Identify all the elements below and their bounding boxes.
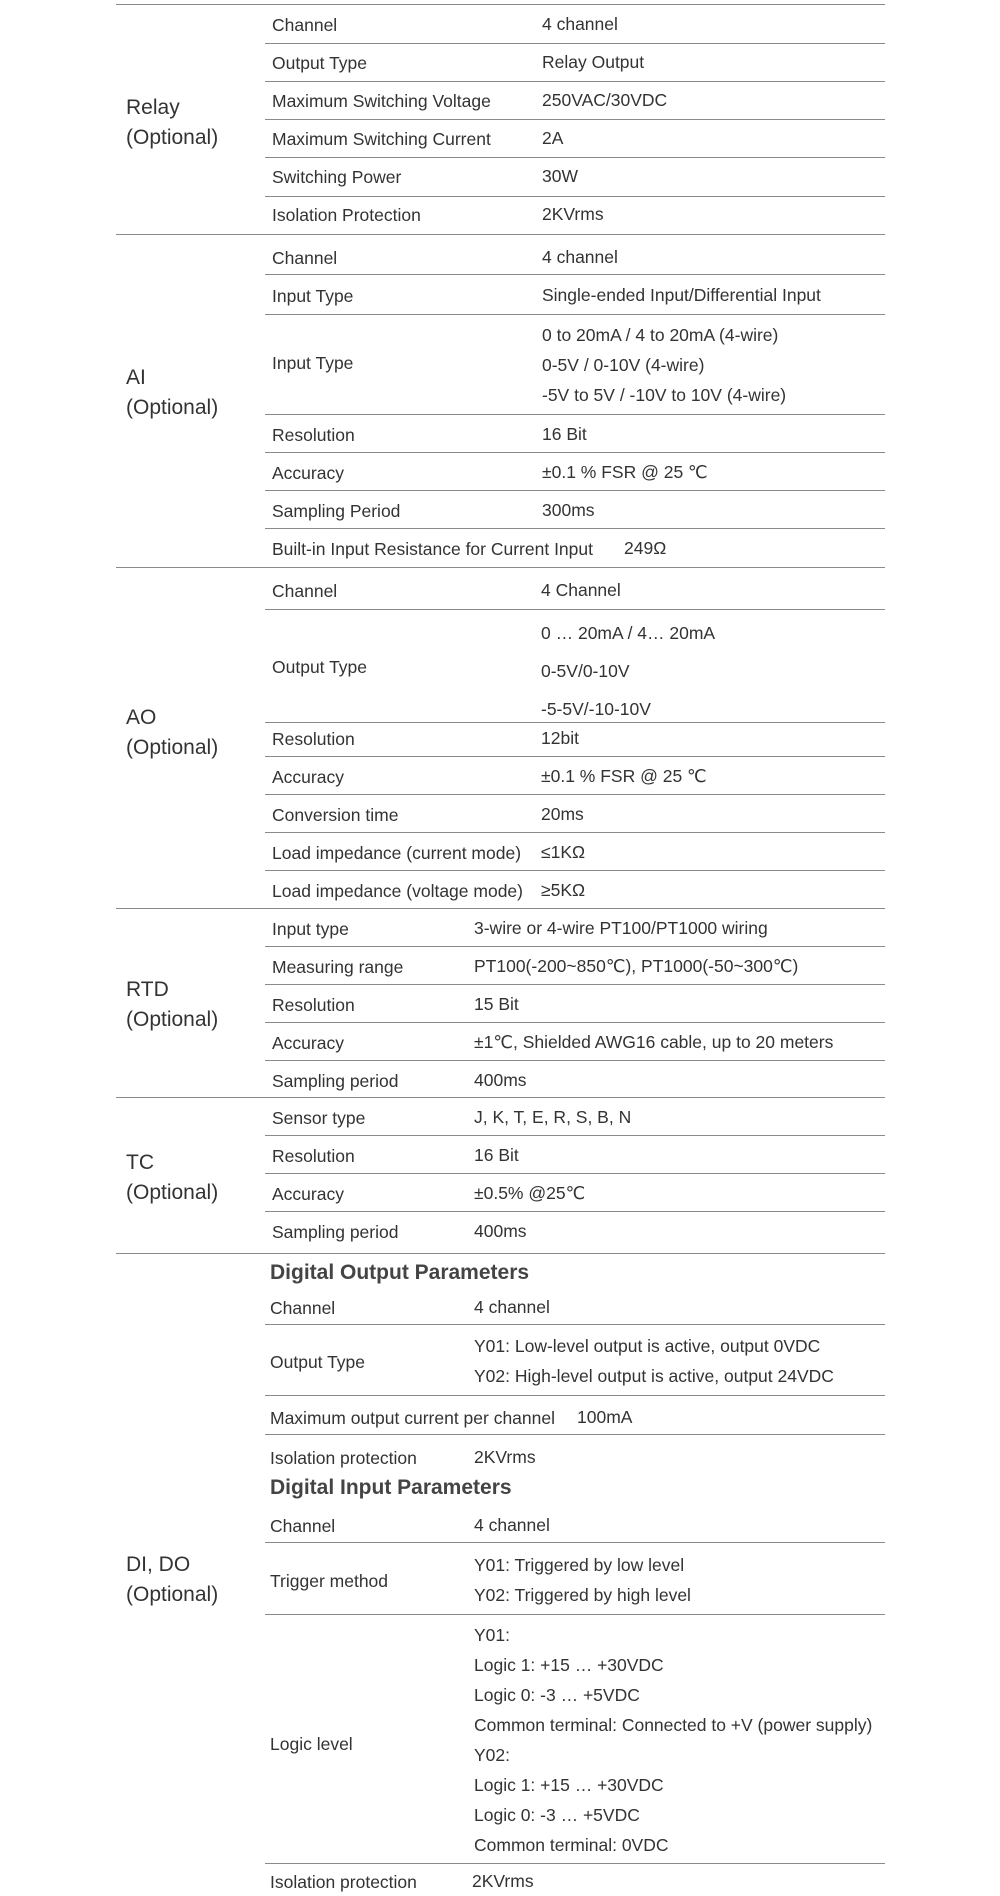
spec-label: Channel <box>272 248 338 268</box>
spec-value-line: ±1℃, Shielded AWG16 cable, up to 20 meters <box>474 1032 834 1052</box>
spec-label: Input Type <box>272 353 354 373</box>
spec-value-line: 16 Bit <box>474 1145 519 1165</box>
spec-value-line: 250VAC/30VDC <box>542 90 668 110</box>
spec-value <box>474 1442 536 1472</box>
spec-value-line: -5-5V/-10-10V <box>541 699 651 719</box>
row-divider <box>116 1097 885 1098</box>
spec-label: Logic level <box>270 1734 353 1754</box>
spec-value-line: 400ms <box>474 1221 527 1241</box>
spec-label: Load impedance (voltage mode) <box>272 881 523 901</box>
spec-value <box>474 1140 519 1170</box>
spec-label: Switching Power <box>272 167 402 187</box>
spec-label: Accuracy <box>272 1184 344 1204</box>
spec-value-line: 2KVrms <box>472 1871 534 1891</box>
row-divider <box>265 609 885 610</box>
spec-label: Built-in Input Resistance for Current Input <box>272 539 593 559</box>
spec-value-line: J, K, T, E, R, S, B, N <box>474 1107 632 1127</box>
spec-value <box>541 723 579 753</box>
spec-value <box>474 1027 833 1057</box>
row-divider <box>116 908 885 909</box>
group-label-line: (Optional) <box>126 396 219 419</box>
row-divider <box>265 756 885 757</box>
group-label-line: (Optional) <box>126 1583 219 1606</box>
spec-value-line: 2A <box>542 128 564 148</box>
spec-label: Resolution <box>272 1146 355 1166</box>
spec-value-line: 0 … 20mA / 4… 20mA <box>541 623 716 643</box>
row-divider <box>265 794 885 795</box>
spec-value <box>542 199 604 229</box>
group-label <box>126 1148 218 1208</box>
spec-value <box>474 1292 550 1322</box>
spec-value-line: Logic 1: +15 … +30VDC <box>474 1655 664 1675</box>
spec-label: Isolation Protection <box>272 205 421 225</box>
spec-value <box>542 320 786 410</box>
spec-value-line: 12bit <box>541 728 579 748</box>
spec-label: Accuracy <box>272 1033 344 1053</box>
spec-value <box>541 614 715 728</box>
spec-value <box>474 1550 691 1610</box>
spec-label: Sensor type <box>272 1108 366 1128</box>
group-label <box>126 975 218 1035</box>
group-label-line: (Optional) <box>126 1008 219 1031</box>
spec-value <box>542 419 587 449</box>
row-divider <box>265 157 885 158</box>
section-title: Digital Input Parameters <box>270 1476 512 1499</box>
spec-value-line: 300ms <box>542 500 595 520</box>
spec-value-line: 4 channel <box>542 247 618 267</box>
spec-label: Conversion time <box>272 805 399 825</box>
spec-value <box>472 1866 534 1896</box>
spec-label: Output Type <box>272 657 368 677</box>
row-divider <box>265 1211 885 1212</box>
spec-value-line: Y01: <box>474 1625 510 1645</box>
spec-value <box>542 280 821 310</box>
spec-value <box>542 85 667 115</box>
spec-label: Resolution <box>272 729 355 749</box>
spec-label: Trigger method <box>270 1571 389 1591</box>
spec-value-line: 0-5V / 0-10V (4-wire) <box>542 355 705 375</box>
group-label <box>126 1550 218 1610</box>
spec-value <box>542 47 644 77</box>
spec-label: Maximum output current per channel <box>270 1408 555 1428</box>
spec-value-line: Y02: High-level output is active, output 24VDC <box>474 1366 834 1386</box>
row-divider <box>265 414 885 415</box>
spec-value <box>474 913 768 943</box>
group-label-line: Relay <box>126 96 180 119</box>
spec-value-line: 400ms <box>474 1070 527 1090</box>
spec-value-line: Logic 0: -3 … +5VDC <box>474 1805 640 1825</box>
row-divider <box>265 1395 885 1396</box>
spec-label: Output Type <box>272 53 368 73</box>
row-divider <box>265 1614 885 1615</box>
row-divider <box>265 832 885 833</box>
spec-value <box>541 799 584 829</box>
spec-value-line: 4 channel <box>542 14 618 34</box>
group-label-line: DI, DO <box>126 1553 191 1576</box>
spec-label: Isolation protection <box>270 1872 417 1892</box>
spec-label: Input type <box>272 919 349 939</box>
spec-label: Accuracy <box>272 463 344 483</box>
spec-value-line: Y02: Triggered by high level <box>474 1585 691 1605</box>
spec-value <box>577 1402 632 1432</box>
spec-value-line: PT100(-200~850℃), PT1000(-50~300℃) <box>474 956 799 976</box>
spec-value <box>474 989 519 1019</box>
spec-value-line: Common terminal: 0VDC <box>474 1835 669 1855</box>
spec-label: Input Type <box>272 286 354 306</box>
row-divider <box>265 870 885 871</box>
spec-value-line: Y01: Low-level output is active, output 0VDC <box>474 1336 821 1356</box>
group-label-line: (Optional) <box>126 126 219 149</box>
spec-label: Sampling period <box>272 1071 399 1091</box>
spec-value-line: ±0.5% @25℃ <box>474 1183 586 1203</box>
spec-value <box>541 761 707 791</box>
spec-value <box>474 1178 585 1208</box>
spec-value-line: Logic 0: -3 … +5VDC <box>474 1685 640 1705</box>
row-divider <box>265 274 885 275</box>
spec-value-line: Y02: <box>474 1745 510 1765</box>
group-label <box>126 703 218 763</box>
spec-label: Maximum Switching Current <box>272 129 491 149</box>
spec-label: Resolution <box>272 425 355 445</box>
spec-value-line: 2KVrms <box>474 1447 536 1467</box>
spec-label: Channel <box>272 15 338 35</box>
spec-value-line: 16 Bit <box>542 424 587 444</box>
section-title: Digital Output Parameters <box>270 1261 530 1284</box>
row-divider <box>265 1135 885 1136</box>
spec-value <box>624 533 666 563</box>
spec-value-line: 30W <box>542 166 578 186</box>
spec-value-line: Logic 1: +15 … +30VDC <box>474 1775 664 1795</box>
spec-value <box>542 242 618 272</box>
spec-value-line: 249Ω <box>624 538 667 558</box>
row-divider <box>265 1324 885 1325</box>
spec-value-line: 0 to 20mA / 4 to 20mA (4-wire) <box>542 325 779 345</box>
row-divider <box>265 528 885 529</box>
spec-value <box>542 9 618 39</box>
group-label <box>126 363 218 423</box>
spec-label: Maximum Switching Voltage <box>272 91 491 111</box>
spec-value <box>541 875 585 905</box>
spec-value-line: Relay Output <box>542 52 645 72</box>
spec-value-line: 15 Bit <box>474 994 519 1014</box>
row-divider <box>265 314 885 315</box>
group-label <box>126 93 218 153</box>
row-divider <box>265 1060 885 1061</box>
row-divider <box>116 567 885 568</box>
row-divider <box>265 119 885 120</box>
row-divider <box>265 1173 885 1174</box>
spec-value <box>542 123 563 153</box>
spec-label: Load impedance (current mode) <box>272 843 522 863</box>
spec-value-line: ≥5KΩ <box>541 880 586 900</box>
spec-label: Output Type <box>270 1352 366 1372</box>
spec-label: Accuracy <box>272 767 344 787</box>
spec-value-line: ±0.1 % FSR @ 25 ℃ <box>542 462 708 482</box>
spec-value <box>474 1102 631 1132</box>
row-divider <box>265 1863 885 1864</box>
row-divider <box>116 234 885 235</box>
spec-value-line: 4 Channel <box>541 580 621 600</box>
spec-value <box>542 457 708 487</box>
spec-label: Sampling period <box>272 1222 399 1242</box>
spec-value <box>542 161 578 191</box>
group-label-line: TC <box>126 1151 154 1174</box>
row-divider <box>116 1253 885 1254</box>
row-divider <box>265 81 885 82</box>
spec-value-line: Y01: Triggered by low level <box>474 1555 685 1575</box>
row-divider <box>265 1434 885 1435</box>
spec-value-line: 20ms <box>541 804 584 824</box>
spec-label: Channel <box>270 1298 336 1318</box>
spec-value <box>541 837 585 867</box>
spec-value <box>474 1216 527 1246</box>
row-divider <box>116 4 885 5</box>
spec-value-line: 0-5V/0-10V <box>541 661 630 681</box>
spec-value-line: Common terminal: Connected to +V (power supply) <box>474 1715 873 1735</box>
row-divider <box>265 984 885 985</box>
spec-label: Isolation protection <box>270 1448 417 1468</box>
spec-value <box>474 951 798 981</box>
spec-value <box>474 1620 872 1860</box>
spec-label: Resolution <box>272 995 355 1015</box>
spec-value <box>474 1510 550 1540</box>
spec-value-line: 4 channel <box>474 1297 550 1317</box>
spec-value-line: 2KVrms <box>542 204 604 224</box>
row-divider <box>265 490 885 491</box>
spec-value-line: Single-ended Input/Differential Input <box>542 285 821 305</box>
row-divider <box>265 43 885 44</box>
spec-value <box>474 1065 527 1095</box>
spec-value-line: 100mA <box>577 1407 633 1427</box>
row-divider <box>265 452 885 453</box>
row-divider <box>265 196 885 197</box>
group-label-line: AI <box>126 366 146 389</box>
spec-value <box>542 495 595 525</box>
spec-value-line: 4 channel <box>474 1515 550 1535</box>
spec-value-line: ≤1KΩ <box>541 842 586 862</box>
group-label-line: (Optional) <box>126 736 219 759</box>
spec-value-line: -5V to 5V / -10V to 10V (4-wire) <box>542 385 787 405</box>
spec-label: Channel <box>270 1516 336 1536</box>
spec-value <box>541 575 621 605</box>
group-label-line: RTD <box>126 978 169 1001</box>
group-label-line: AO <box>126 706 157 729</box>
spec-label: Sampling Period <box>272 501 401 521</box>
spec-label: Measuring range <box>272 957 404 977</box>
spec-label: Channel <box>272 581 338 601</box>
spec-value <box>474 1331 834 1391</box>
row-divider <box>265 1542 885 1543</box>
group-label-line: (Optional) <box>126 1181 219 1204</box>
spec-value-line: ±0.1 % FSR @ 25 ℃ <box>541 766 707 786</box>
row-divider <box>265 1022 885 1023</box>
row-divider <box>265 946 885 947</box>
spec-value-line: 3-wire or 4-wire PT100/PT1000 wiring <box>474 918 768 938</box>
